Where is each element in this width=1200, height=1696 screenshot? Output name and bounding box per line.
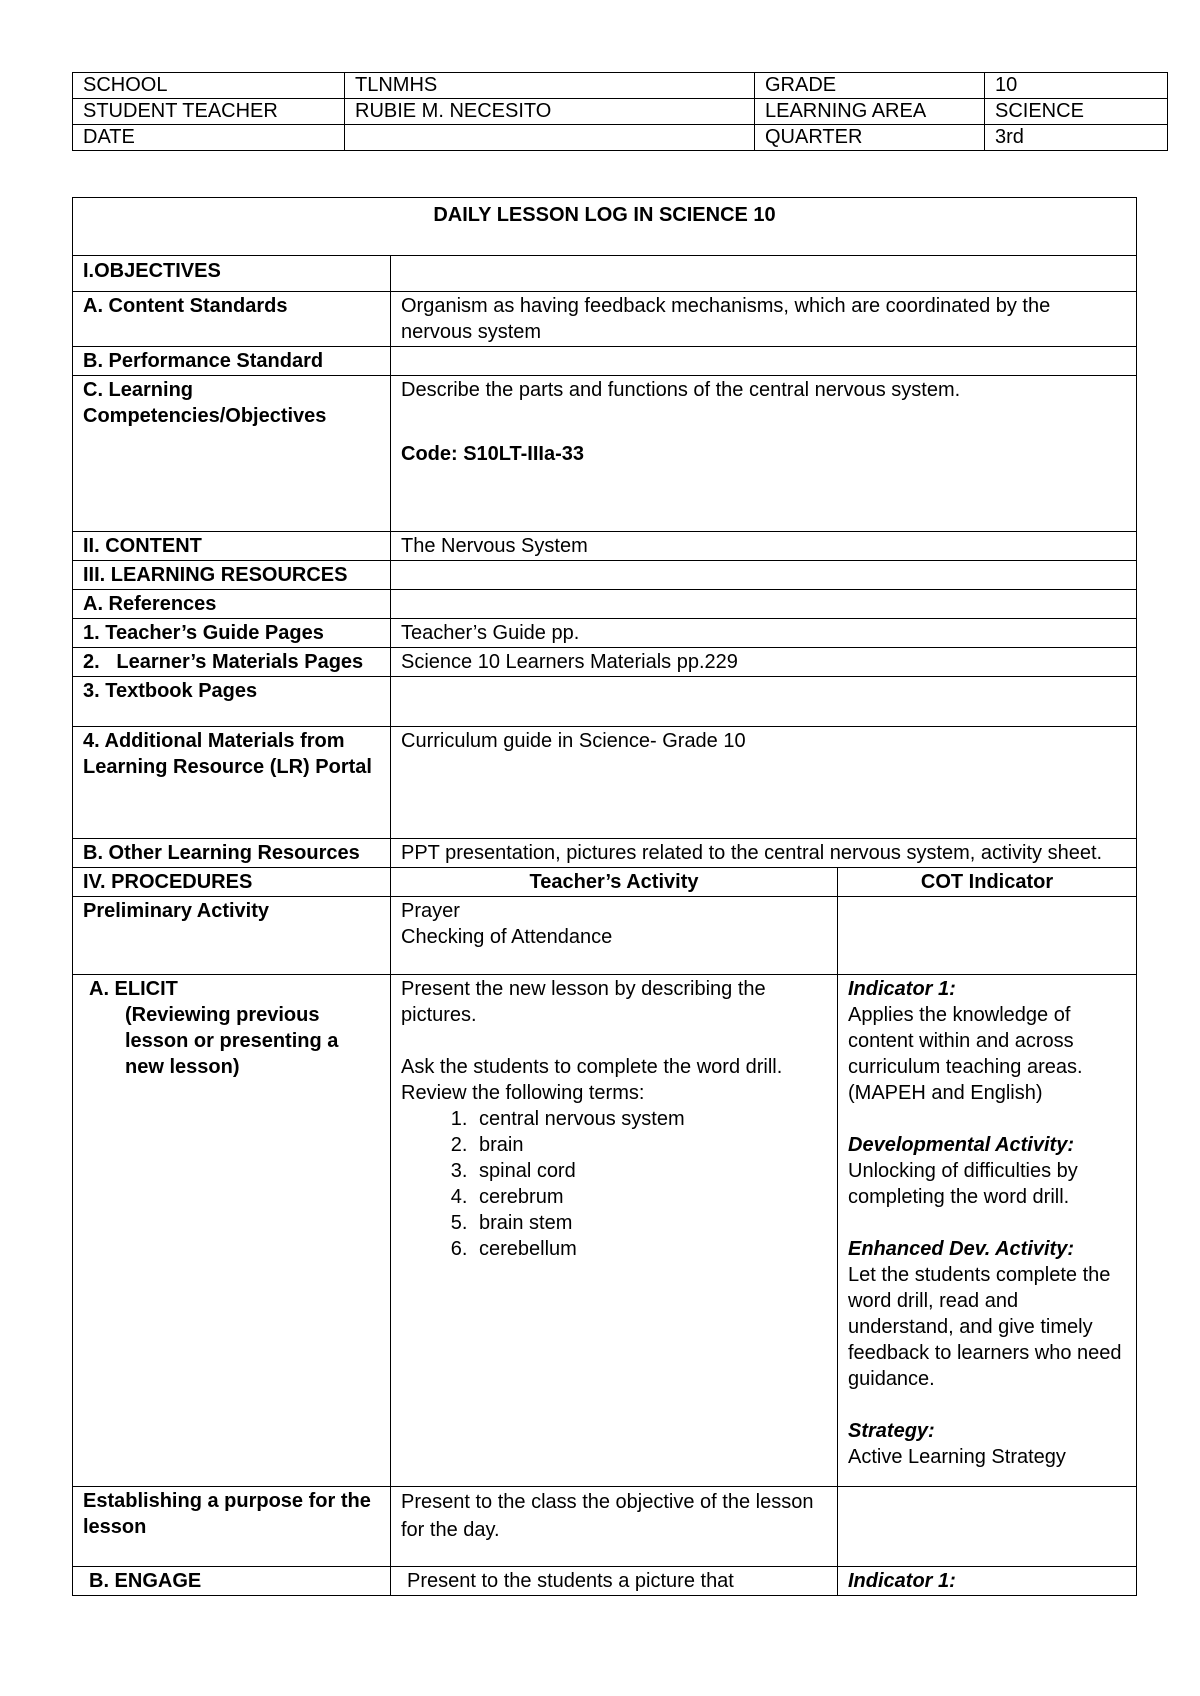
- teachers-guide-row: [73, 619, 1137, 648]
- engage-label: B. ENGAGE: [73, 1567, 391, 1596]
- competencies-value: Describe the parts and functions of the central nervous system.: [401, 379, 961, 401]
- teachers-guide-value: Teacher’s Guide pp.: [391, 619, 1137, 648]
- student-teacher-label: STUDENT TEACHER: [73, 99, 345, 125]
- quarter-value: 3rd: [985, 125, 1168, 151]
- quarter-label: QUARTER: [755, 125, 985, 151]
- content-value: The Nervous System: [391, 532, 1137, 561]
- purpose-indicator: [838, 1487, 1137, 1567]
- procedures-label: IV. PROCEDURES: [73, 868, 391, 897]
- references-label: A. References: [73, 590, 391, 619]
- elicit-review-text: Review the following terms:: [401, 1082, 645, 1104]
- teachers-guide-label: 1. Teacher’s Guide Pages: [73, 619, 391, 648]
- elicit-row: [73, 975, 1137, 1487]
- competencies-cell: [391, 376, 1137, 532]
- header-row-teacher: [73, 99, 1168, 125]
- attendance-text: Checking of Attendance: [401, 926, 613, 948]
- performance-standard-row: [73, 347, 1137, 376]
- learners-materials-number: 2.: [83, 651, 100, 673]
- purpose-row: [73, 1487, 1137, 1567]
- competencies-label: C. Learning Competencies/Objectives: [73, 376, 391, 532]
- preliminary-label: Preliminary Activity: [73, 897, 391, 975]
- teacher-activity-header: Teacher’s Activity: [391, 868, 838, 897]
- header-row-date: [73, 125, 1168, 151]
- preliminary-indicator: [838, 897, 1137, 975]
- title-row: [73, 198, 1137, 256]
- additional-materials-label: 4. Additional Materials from Learning Resource (LR) Portal: [73, 727, 391, 839]
- student-teacher-value: RUBIE M. NECESITO: [345, 99, 755, 125]
- enhanced-activity-title: Enhanced Dev. Activity:: [848, 1238, 1074, 1260]
- purpose-value: Present to the class the objective of the lesson for the day.: [391, 1487, 838, 1567]
- textbook-label: 3. Textbook Pages: [73, 677, 391, 727]
- list-item: 4. cerebrum: [473, 1184, 827, 1210]
- elicit-activity: [391, 975, 838, 1487]
- learning-resources-row: [73, 561, 1137, 590]
- engage-row: [73, 1567, 1137, 1596]
- competencies-row: [73, 376, 1137, 532]
- content-label: II. CONTENT: [73, 532, 391, 561]
- review-terms-list: [401, 1106, 827, 1262]
- elicit-indicators: [838, 975, 1137, 1487]
- strategy-text: Active Learning Strategy: [848, 1446, 1066, 1468]
- other-resources-label: B. Other Learning Resources: [73, 839, 391, 868]
- school-value: TLNMHS: [345, 73, 755, 99]
- other-resources-row: [73, 839, 1137, 868]
- list-item: 6. cerebellum: [473, 1236, 827, 1262]
- elicit-label: A. ELICIT: [89, 978, 178, 1000]
- objectives-row: [73, 256, 1137, 292]
- learning-area-value: SCIENCE: [985, 99, 1168, 125]
- lesson-log-table: [72, 197, 1137, 1596]
- preliminary-row: [73, 897, 1137, 975]
- objectives-value: [391, 256, 1137, 292]
- content-standards-label: A. Content Standards: [73, 292, 391, 347]
- elicit-ask-text: Ask the students to complete the word drill.: [401, 1056, 783, 1078]
- indicator1-title: Indicator 1:: [848, 978, 956, 1000]
- list-item: 3. spinal cord: [473, 1158, 827, 1184]
- grade-label: GRADE: [755, 73, 985, 99]
- learning-resources-value: [391, 561, 1137, 590]
- cot-indicator-header: COT Indicator: [838, 868, 1137, 897]
- other-resources-value: PPT presentation, pictures related to the central nervous system, activity sheet.: [391, 839, 1137, 868]
- additional-materials-value: Curriculum guide in Science- Grade 10: [391, 727, 1137, 839]
- learners-materials-label: [73, 648, 391, 677]
- additional-materials-row: [73, 727, 1137, 839]
- references-row: [73, 590, 1137, 619]
- textbook-value: [391, 677, 1137, 727]
- date-label: DATE: [73, 125, 345, 151]
- school-label: SCHOOL: [73, 73, 345, 99]
- learning-area-label: LEARNING AREA: [755, 99, 985, 125]
- list-item: 2. brain: [473, 1132, 827, 1158]
- elicit-present-text: Present the new lesson by describing the pictures.: [401, 978, 766, 1026]
- developmental-activity-title: Developmental Activity:: [848, 1134, 1074, 1156]
- content-standards-value: Organism as having feedback mechanisms, which are coordinated by the nervous system: [391, 292, 1137, 347]
- enhanced-activity-text: Let the students complete the word drill, read and understand, and give timely feedback to learners who need guidance.: [848, 1264, 1122, 1390]
- prayer-text: Prayer: [401, 900, 460, 922]
- strategy-title: Strategy:: [848, 1420, 935, 1442]
- content-standards-row: [73, 292, 1137, 347]
- lesson-log-title: DAILY LESSON LOG IN SCIENCE 10: [73, 198, 1137, 256]
- indicator1-text: Applies the knowledge of content within and across curriculum teaching areas. (MAPEH and English): [848, 1004, 1083, 1104]
- list-item: 5. brain stem: [473, 1210, 827, 1236]
- content-row: [73, 532, 1137, 561]
- performance-standard-label: B. Performance Standard: [73, 347, 391, 376]
- learning-resources-label: III. LEARNING RESOURCES: [73, 561, 391, 590]
- engage-indicator: Indicator 1:: [838, 1567, 1137, 1596]
- elicit-subtitle: (Reviewing previous lesson or presenting a new lesson): [125, 1004, 339, 1078]
- grade-value: 10: [985, 73, 1168, 99]
- learners-materials-text: Learner’s Materials Pages: [116, 651, 364, 673]
- textbook-row: [73, 677, 1137, 727]
- objectives-label: I.OBJECTIVES: [73, 256, 391, 292]
- preliminary-activities: [391, 897, 838, 975]
- engage-value: Present to the students a picture that: [391, 1567, 838, 1596]
- header-row-school: [73, 73, 1168, 99]
- references-value: [391, 590, 1137, 619]
- procedures-header-row: [73, 868, 1137, 897]
- competency-code: Code: S10LT-IIIa-33: [401, 443, 585, 465]
- header-info-table: [72, 72, 1168, 151]
- developmental-activity-text: Unlocking of difficulties by completing the word drill.: [848, 1160, 1078, 1208]
- learners-materials-value: Science 10 Learners Materials pp.229: [391, 648, 1137, 677]
- performance-standard-value: [391, 347, 1137, 376]
- list-item: 1. central nervous system: [473, 1106, 827, 1132]
- elicit-label-cell: [73, 975, 391, 1487]
- purpose-label: Establishing a purpose for the lesson: [73, 1487, 391, 1567]
- learners-materials-row: [73, 648, 1137, 677]
- date-value: [345, 125, 755, 151]
